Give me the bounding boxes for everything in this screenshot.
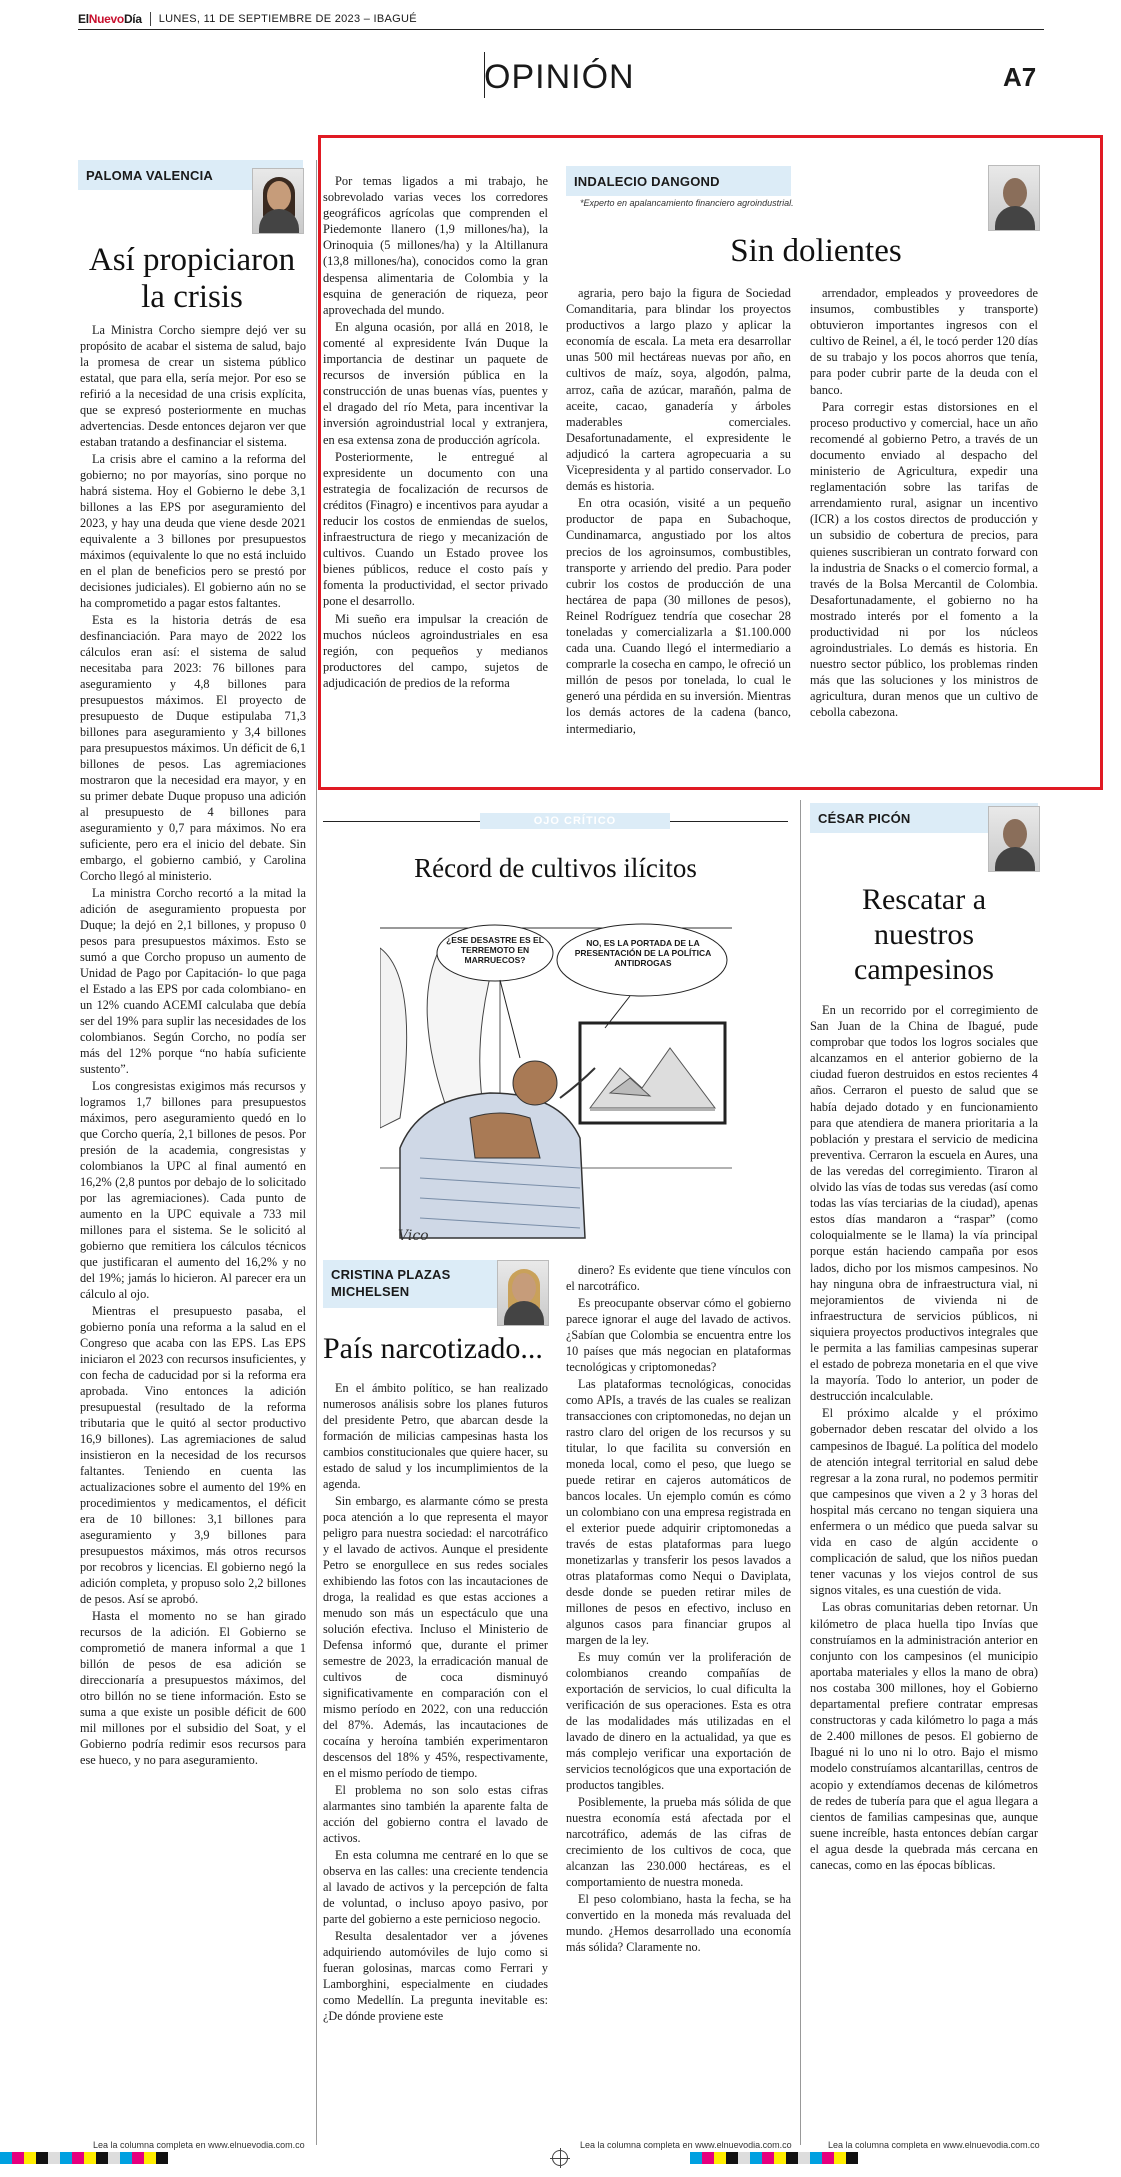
article-title: País narcotizado... <box>323 1332 543 1365</box>
author-photo <box>497 1260 549 1326</box>
cartoonist-signature: Vico <box>398 1228 429 1244</box>
column-footnote: Lea la columna completa en www.elnuevodia.com.co <box>93 2140 305 2150</box>
author-photo <box>988 806 1040 872</box>
page-number: A7 <box>1003 62 1037 92</box>
author-paloma-valencia: PALOMA VALENCIA <box>78 160 303 190</box>
author-credential: *Experto en apalancamiento financiero agroindustrial. <box>580 198 794 208</box>
author-indalecio-dangond: INDALECIO DANGOND <box>566 166 791 196</box>
cartoon-kicker: OJO CRÍTICO <box>480 813 670 829</box>
column-divider <box>800 800 801 2145</box>
cartoon-title: Récord de cultivos ilícitos <box>414 853 697 883</box>
masthead-separator <box>150 12 151 26</box>
article-body: En el ámbito político, se han realizado numerosos análisis sobre los planes futuros del presidente Petro, que abarcan desde la formación de milicias campesinas hasta los cambios constitucionales que quiere hacer, su estado de salud y los incumplimientos de la agenda. Sin embargo, es alarmante cómo se presta poca atención a lo que representa el mayor peligro para nuestra sociedad: el narcotráfico y el lavado de activos. Aunque el presidente Petro se enorgullece en sus redes sociales exhibiendo las fotos con las incautaciones de droga, la realidad es que estas acciones a menudo son más un espectáculo que una solución efectiva. Incluso el Ministerio de Defensa informó que, durante el primer semestre de 2023, la erradicación manual de cultivos de coca disminuyó significativamente en comparación con el mismo período en 2022, con una reducción del 87%. Además, las incautaciones de cocaína y heroína también experimentaron descensos del 18% y 45%, respectivamente, en el mismo período de tiempo. El problema no son solo estas cifras alarmantes sino también la aparente falta de acción del gobierno contra el lavado de activos. En esta columna me centraré en lo que se observa en las calles: una creciente tendencia al lavado de activos y la percepción de falta de voluntad, o incluso apoyo pasivo, por parte del gobierno a este pernicioso negocio. Resulta desalentador ver a jóvenes adquiriendo automóviles de lujo como si fueran golosinas, marcas como Ferrari y Lamborghini, especialmente en ciudades como Medellín. La pregunta inevitable es: ¿De dónde proviene este <box>323 1381 548 2023</box>
column-footnote: Lea la columna completa en www.elnuevodia.com.co <box>580 2140 792 2150</box>
section-title: OPINIÓN <box>484 58 635 96</box>
speech-bubble-answer: NO, ES LA PORTADA DE LA PRESENTACIÓN DE LA POLÍTICA ANTIDROGAS <box>574 938 712 968</box>
author-photo <box>988 165 1040 231</box>
column-divider <box>316 160 317 2145</box>
article-body: agraria, pero bajo la figura de Sociedad Comanditaria, para blindar los proyectos productivos a largo plazo y aplicar la economía de escala. La meta era desarrollar unas 500 mil hectáreas nuevas por año, en cultivos de maíz, soya, algodón, palma, arroz, caña de azúcar, marañón, palma de aceite, cacao, ganadería y árboles maderables comerciales. Desafortunadamente, el expresidente le adjudicó la cartera agropecuaria a su Vicepresidenta y al partido conservador. Lo demás es historia. En otra ocasión, visité a un pequeño productor de papa en Subachoque, Cundinamarca, angustiado por los altos precios de los agroinsumos, combustibles, transporte y arriendo del predio. Para poder cubrir los costos de producción de una hectárea de papa (30 millones de pesos), Reinel Rodríguez tendría que cosechar 28 toneladas y comercializarla a $1.100.000 cada una. Cuando llegó el intermediario a comprarle la cosecha en campo, le ofreció un millón de pesos por tonelada, lo cual le generó una pérdida en su inversión. Mientras los demás actores de la cadena (banco, intermediario, <box>566 286 791 736</box>
article-body: En un recorrido por el corregimiento de San Juan de la China de Ibagué, pude comprobar que todos los logros sociales que alcanzamos en el anterior gobierno de la ciudad fueron destruidos en estos recientes 4 años. Cerraron el puesto de salud que se había dejado dotado y en funcionamiento para que atendiera de manera prioritaria a la población y prestara el servicio de medicina preventiva. Cerraron la escuela en Aures, una de las veredas del corregimiento. Tiraron al olvido las vías de todas sus veredas (así como todas las vías terciarias de la ciudad), apenas estos días mandaron a “raspar” (como coloquialmente se le llama) la vía principal porque están haciendo campaña por esos lados, dicho por los mismos campesinos. No hay ninguna obra de infraestructura vial, ni mejoramientos de vivienda ni de infraestructura de servicios públicos, ni siquiera proyectos productivos integrales que le permita a las familias campesinas superar el estado de pobreza monetaria en el que vive la mayoría. Todo lo anterior, un poder de destrucción incalculable. El próximo alcalde y el próximo gobernador deben rescatar del olvido a los campesinos de Ibagué. La política del modelo de atención integral territorial en salud debe regresar a la zona rural, no podemos permitir que campesinos que viven a 2 y 3 horas del hospital más cercano no tengan siquiera una enfermera o un médico que pueda salvar su vida en caso de algún accidente o complicación de salud, que los niños puedan tener vacunas y los viejos control de sus signos vitales, es una cuestión de vida. Las obras comunitarias deben retornar. Un kilómetro de placa huella tipo Invías que construíamos en la administración anterior en conjunto con los campesinos (el municipio aportaba materiales y ellos la mano de obra) nos costaba 300 millones, hoy el Gobierno departamental prefiere contratar empresas constructoras y cada kilómetro lo paga a más de 2.400 millones de pesos. El gobierno de Ibagué ni lo uno ni lo otro. Bajo el mismo modelo construíamos alcantarillas, centros de acopio y extendíamos decenas de kilómetros de redes de tubería para que el agua llegara a cientos de familias campesinas que, aunque suene increíble, hasta entonces debían cargar el agua desde la quebrada más cercana en canecas, como en las épocas bíblicas. <box>810 1003 1038 1872</box>
article-body: arrendador, empleados y proveedores de insumos, combustibles y transporte) obtuvieron importantes ingresos con el cultivo de Reinel, a él, le tocó perder 120 días de su trabajo y los pocos ahorros que tenía, para poder cubrir parte de la deuda con el banco. Para corregir estas distorsiones en el proceso productivo y comercial, hace un año recomendé al gobierno Petro, a través de un documento enviado al despacho del ministerio de Agricultura, expedir una reglamentación sobre las tarifas de arrendamiento rural, asignar un incentivo (ICR) a los costos directos de producción y un subsidio de cobertura de precios, para quienes suscribieran un contrato forward con la industria de Snacks o el comercio formal, a través de la Bolsa Mercantil de Colombia. Desafortunadamente, el gobierno no ha mostrado interés por el fomento a la productividad ni por los núcleos agroindustriales. Lo demás es historia. En nuestro sector público, los problemas rinden más que las soluciones y los ministros de agricultura, duran menos que un cultivo de cebolla cabezona. <box>810 286 1038 720</box>
column-footnote: Lea la columna completa en www.elnuevodia.com.co <box>828 2140 1040 2150</box>
article-body: La Ministra Corcho siempre dejó ver su propósito de acabar el sistema de salud, bajo la promesa de crear un sistema público estatal, que para ella, sería mejor. Por eso se refirió a la necesidad de una crisis explícita, que se expresó posteriormente en muchas advertencias. Desde entonces dejaron ver que estaban tratando a desfinanciar el sistema. La crisis abre el camino a la reforma del gobierno; no por mayorías, sino porque no habrá sistema. Hoy el Gobierno le debe 3,1 billones a las EPS por aseguramiento del 2023, y hay una deuda que viene desde 2021 equivalente a 3 billones por presupuestos máximos (equivalente lo que no está incluido en el plan de beneficios pero se prestó por decisiones judiciales). El gobierno aún no se ha comprometido a pagar estos faltantes. Esta es la historia detrás de esa desfinanciación. Para mayo de 2022 los cálculos eran así: el sistema de salud necesitaba para 2023: 76 billones para aseguramiento y 4,8 billones para presupuestos máximos. El proyecto de presupuesto de Duque estipulaba 71,3 billones para aseguramiento y 3,4 billones para presupuestos máximos. Un déficit de 6,1 billones de pesos. Las agremiaciones mostraron que la necesidad era mayor, y en su primer debate Duque propuso una adición al presupuesto de 4 billones para aseguramiento y 0,7 para máximos. No era suficiente, pero era el inicio del debate. Sin embargo, el gobierno cambió, y Carolina Corcho llegó al ministerio. La ministra Corcho recortó a la mitad la adición de aseguramiento propuesta por Duque; la dejó en 2,1 billones, y propuso 0 pesos para presupuestos máximos. Esto se sumó a que Corcho propuso un aumento de Unidad de Pago por Capitación- lo que paga el Estado a las EPS por cada colombiano- en un 12% cuando ACEMI calculaba que debía ser del 19% para suplir las necesidades de los colombianos. Según Corcho, no podía ser más del 12% porque “no había suficiente sustento”. Los congresistas exigimos más recursos y logramos 1,7 billones para presupuestos máximos, pero aseguramiento quedó en lo que Corcho quería, 2,1 billones de pesos. Por presión de la academia, congresistas y colombianos la UPC al final aumentó en 16,2% (2,8 puntos por debajo de lo solicitado por las agremiaciones). Cada punto de aumento en la UPC equivale a 733 mil millones para el sistema. Se le solicitó al gobierno que remitiera los cálculos técnicos que justificaran el aumento del 16,2% y no del 19%; jamás lo hicieron. Al parecer era un cálculo al ojo. Mientras el presupuesto pasaba, el gobierno ponía una reforma a la salud en el Congreso que acaba con las EPS. Las EPS iniciaron el 2023 con recursos insuficientes, y con fecha de caducidad por si la reforma era aprobada. Vino entonces la adición presupuestal (resultado de la reforma tributaria que le quitó al sector productivo 16,9 billones). Las agremiaciones de salud insistieron en la necesidad de los recursos faltantes. Teniendo en cuenta las actualizaciones sobre el aumento del 19% en procedimientos y medicamentos, el déficit era de 10 billones: 3,1 billones para aseguramiento y 3,9 billones para presupuestos máximos, más otros recursos por recobros y licencias. El gobierno negó la adición completa, y propuso solo 2,2 billones de pesos. Así se aprobó. Hasta el momento no se han girado recursos de la adición. El Gobierno se comprometió de manera informal a que 1 billón de pesos de esa adición se direccionaría a presupuestos máximos, del otro billón no se tiene información. Esto se suma a que existe un posible déficit de 600 mil millones por el subsidio del Soat, y el Gobierno podría redimir esos recursos para ese hueco, y no para aseguramiento. <box>80 323 306 1767</box>
article-title: Así propiciaron la crisis <box>88 242 296 315</box>
newspaper-logo: ElNuevoDía <box>78 11 142 26</box>
author-cesar-picon: CÉSAR PICÓN <box>810 803 1038 833</box>
article-title: Rescatar a nuestros campesinos <box>854 883 994 986</box>
edition-date: LUNES, 11 DE SEPTIEMBRE DE 2023 – IBAGUÉ <box>158 12 417 25</box>
article-title: Sin dolientes <box>730 233 902 269</box>
editorial-cartoon <box>380 918 732 1258</box>
registration-mark-icon <box>552 2150 568 2166</box>
speech-bubble-question: ¿ESE DESASTRE ES EL TERREMOTO EN MARRUECOS? <box>446 935 544 965</box>
color-registration-strip <box>690 2152 858 2164</box>
masthead <box>78 8 1044 30</box>
author-photo <box>252 168 304 234</box>
author-cristina-plazas: CRISTINA PLAZAS MICHELSEN <box>323 1260 548 1308</box>
color-registration-strip <box>0 2152 168 2164</box>
article-body: Por temas ligados a mi trabajo, he sobrevolado varias veces los corredores geográficos agrícolas que comprenden el Piedemonte llanero (1,9 millones/ha), la Orinoquia (5 millones/ha) y la Altillanura (13,8 millones/ha), conocidos como la gran despensa alimentaria de Colombia y la esquina de generación de riqueza, peor aprovechada del mundo. En alguna ocasión, por allá en 2018, le comenté al expresidente Iván Duque la importancia de destinar un paquete de recursos de inversión pública en la construcción de unas buenas vías, puentes y el dragado del río Meta, para incentivar la inversión agroindustrial local y extranjera, en esa extensa zona de producción agrícola. Posteriormente, le entregué al expresidente un documento con una estrategia de focalización de recursos de créditos (Finagro) e incentivos para ayudar a reducir los costos de enmiendas de suelos, infraestructura de riego y mecanización de cultivos. Cuando un Estado provee los bienes públicos, reduce el costo país y fomenta la productividad, el sector privado pone el desarrollo. Mi sueño era impulsar la creación de muchos núcleos agroindustriales en esa región, con pequeños y medianos productores del campo, sujetos de adjudicación de predios de la reforma <box>323 174 548 690</box>
article-body: dinero? Es evidente que tiene vínculos con el narcotráfico. Es preocupante observar cómo el gobierno parece ignorar el auge del lavado de activos. ¿Sabían que Colombia se encuentra entre los 10 países que más negocian en plataformas tecnológicas y criptomonedas? Las plataformas tecnológicas, conocidas como APIs, a través de las cuales se realizan transacciones con criptomonedas, no dejan un rastro claro del origen de los recursos y su titular, lo que facilita su conversión en moneda local, como el peso, que luego se puede retirar en cajeros automáticos de bancos locales. Un ejemplo común es cómo un colombiano con una empresa registrada en el exterior puede adquirir criptomonedas a través de estas plataformas para luego monetizarlas y transferir los pesos lavados a otras plataformas como Nequi o Daviplata, desde donde se pueden retirar miles de millones de pesos en efectivo, incluso en algunos casos para financiar grupos al margen de la ley. Es muy común ver la proliferación de colombianos creando compañías de exportación de servicios, lo cual dificulta la verificación de sus operaciones. Esta es otra de las modalidades más utilizadas en el lavado de dinero en la actualidad, ya que es más complejo verificar una exportación de servicios tecnológicos que una exportación de productos tangibles. Posiblemente, la prueba más sólida de que nuestra economía está afectada por el narcotráfico, además de las cifras de crecimiento de los cultivos de coca, que alcanzan las 230.000 hectáreas, es el comportamiento de nuestra moneda. El peso colombiano, hasta la fecha, se ha convertido en la moneda más revaluada del mundo. ¿Hemos desarrollado una economía más sólida? Claramente no. <box>566 1263 791 1954</box>
